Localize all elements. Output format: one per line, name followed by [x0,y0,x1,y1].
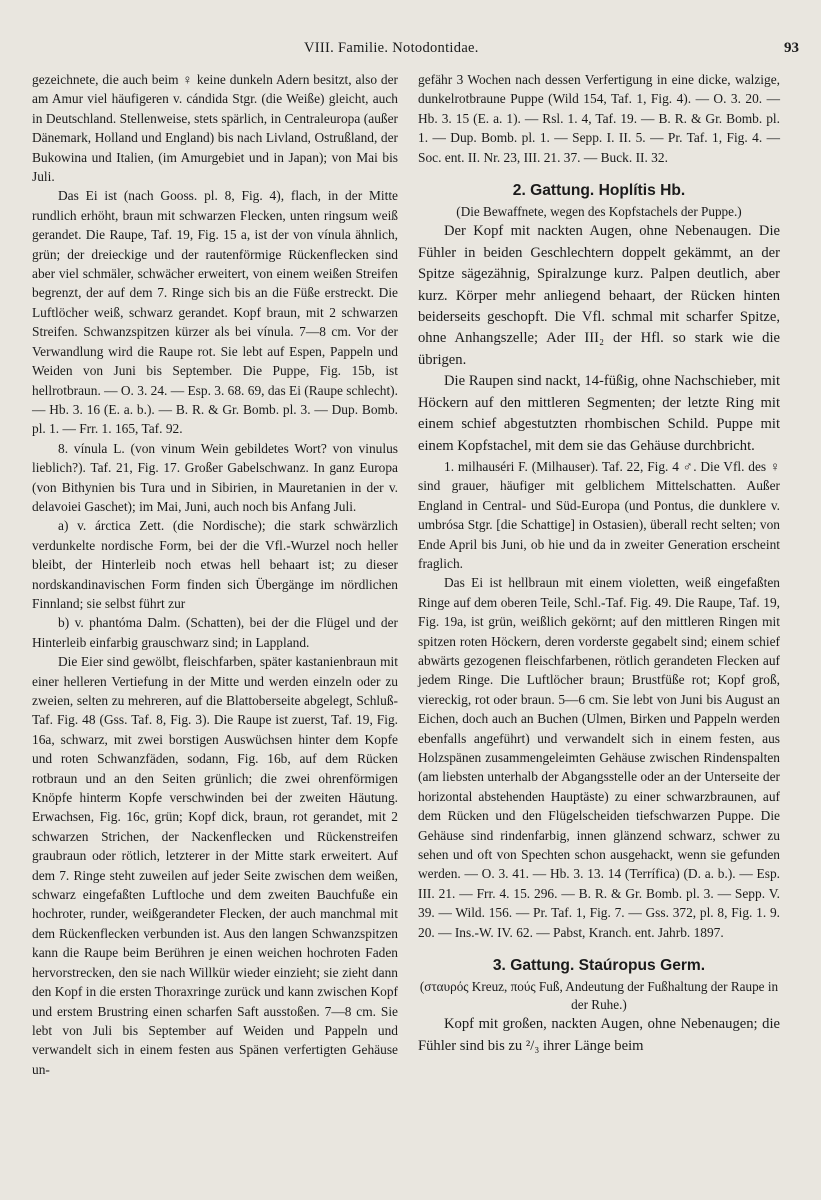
right-column [418,70,780,1057]
paragraph: gezeichnete, die auch beim ♀ keine dunkeln Adern besitzt, also der am Amur viel häufigeren v. cándida Stgr. (die Weiße) gleicht, auch in Deutschland. Stellenweise, stets spärlich, in Centraleuropa (außer Dänemark, Holland und England) bis nach Livland, Ostrußland, der Bukowina und Italien, (im Amurgebiet und in Japan); von Mai bis Juli. [32,72,398,185]
variety-arctica: a) v. árctica Zett. (die Nordische); die stark schwärzlich verdunkelte nordische Form, bei der die Vfl.-Wurzel noch heller bleibt, der Hinterleib noch etwas hell behaart ist; zu dieser nordskandinavischen Form finden sich Übergänge im nördlichen Finnland; sie selbst führt zur [32,518,398,611]
left-column [32,70,398,1079]
running-head-title: VIII. Familie. Notodontidae. [304,40,479,56]
genus-heading-hoplitis: 2. Gattung. Hoplítis Hb. [512,182,686,200]
genus-description: Kopf mit großen, nackten Augen, ohne Nebenaugen; die Fühler sind bis zu ²/₃ ihrer Länge beim [418,1016,780,1054]
paragraph: Das Ei ist (nach Gooss. pl. 8, Fig. 4), flach, in der Mitte rundlich erhöht, braun mit schwarzen Flecken, unten ringsum weiß gerandet. Die Raupe, Taf. 19, Fig. 15 a, ist der von vínula ähnlich, grün; der dreieckige und der rautenförmige Rückenflecken sind aber viel schmäler, schwächer erweitert, von einem weißen Streifen begrenzt, der auf dem 7. Ringe sich bis an die Füße erstreckt. Die Luftlöcher weiß, schwarz gerandet. Kopf braun, mit 2 schwarzen Streifen. Schwanzspitzen kürzer als bei vínula. 7—8 cm. Vor der Verwandlung wird die Raupe rot. Sie lebt auf Espen, Pappeln und Weiden von Juni bis September. Die Puppe, Fig. 15b, ist hellrotbraun. — O. 3. 24. — Esp. 3. 68. 69, das Ei (Raupe schlecht). — Hb. 3. 16 (E. a. b.). — B. R. & Gr. Bomb. pl. 3. — Dup. Bomb. pl. 1. — Frr. 1. 165, Taf. 92. [32,188,398,437]
genus-larva-description: Die Raupen sind nackt, 14-füßig, ohne Nachschieber, mit Höckern auf den mittleren Segmenten; der letzte Ring mit einem schief abgestutzten rhombischen Schild. Puppe mit einem Kopfstachel, mit dem sie das Gehäuse durchbricht. [418,373,780,454]
species-entry-vinula: 8. vínula L. (von vinum Wein gebildetes Wort? von vinulus lieblich?). Taf. 21, Fig. 17. Großer Gabelschwanz. In ganz Europa (von Bithynien bis Tura und in Sibirien, in Mauretanien in der v. delavoiei Gaschet); im Mai, Juni, auch noch bis Anfang Juli. [32,440,398,514]
running-head [0,40,821,60]
variety-phantoma: b) v. phantóma Dalm. (Schatten), bei der die Flügel und der Hinterleib einfarbig grauschwarz sind; in Lappland. [32,615,398,650]
genus-subtitle-stauropus: (σταυρός Kreuz, πούς Fuß, Andeutung der Fußhaltung der Raupe in der Ruhe.) [419,979,779,1013]
page-number: 93 [784,40,799,56]
paragraph: gefähr 3 Wochen nach dessen Verfertigung in eine dicke, walzige, dunkelrotbraune Puppe (Wild 154, Taf. 1, Fig. 4). — O. 3. 20. — Hb. 3. 15 (E. a. 1). — Rsl. 1. 4, Taf. 19. — B. R. & Gr. Bomb. pl. 1. — Dup. Bomb. pl. 1. — Sepp. I. II. 5. — Pr. Taf. 1, Fig. 4. — Soc. ent. II. Nr. 23, III. 21. 37. — Buck. II. 32. [418,72,780,165]
paragraph: Das Ei ist hellbraun mit einem violetten, weiß eingefaßten Ringe auf dem oberen Teile, Schl.-Taf. Fig. 49. Die Raupe, Taf. 19, Fig. 19a, ist grün, weißlich gekörnt; auf den mittleren Ringen mit spitzen roten Höckern, deren vorderste gegabelt sind; einem schief abwärts gezogenen fleischfarbenen, rötlich gerandeten Flecken auf jedem Ringe. Die Luftlöcher braun; Brustfüße rot; Kopf groß, viereckig, rot oder braun. 5—6 cm. Sie lebt von Juni bis August an Eichen, doch auch an Buchen (Ulmen, Birken und Pappeln werden ebenfalls angeführt) und verwandelt sich in einem festen, aus Holzspänen zusammengeleimten Gehäuse zwischen Rindenspalten (am liebsten unterhalb der Abgangsstelle oder an der Unterseite der horizontal abstehenden Hauptäste) zu einer schwarzbraunen, auf dem Rücken und den Flügelscheiden tiefschwarzen Puppe. Die Gehäuse sind rindenfarbig, innen glänzend schwarz, schwer zu sehen und oft von Spechten schon ausgehackt, wenn sie gefunden werden. — O. 3. 41. — Hb. 3. 13. 14 (Terrífica) (D. a. b.). — Esp. III. 21. — Frr. 4. 15. 296. — B. R. & Gr. Bomb. pl. 3. — Sepp. V. 39. — Wild. 156. — Pr. Taf. 1, Fig. 7. — Gss. 372, pl. 8, Fig. 1. 9. 20. — Ins.-W. IV. 62. — Pabst, Kranch. ent. Jahrb. 1897. [418,575,780,940]
paragraph: Die Eier sind gewölbt, fleischfarben, später kastanienbraun mit einer helleren Vertiefung in der Mitte und werden einzeln oder zu zweien, selten zu mehreren, auf die Blattoberseite abgelegt, Schluß-Taf. Fig. 48 (Gss. Taf. 8, Fig. 3). Die Raupe ist zuerst, Taf. 19, Fig. 16a, schwarz, mit zwei borstigen Auswüchsen hinter dem Kopfe und roten Schwanzfäden, sodann, Fig. 16b, auf dem Rücken rotbraun und an den Seiten grünlich; die zwei ohrenförmigen Knöpfe hinterm Kopfe verschwinden bei der zweiten Häutung. Erwachsen, Fig. 16c, grün; Kopf dick, braun, rot gerandet, mit 2 schwarzen Strichen, der Nackenflecken und Rückenstreifen graubraun oder rötlich, letzterer in der Mitte stark erweitert. Auf dem 7. Ringe steht zuweilen auf jeder Seite zwischen dem weißen, schwarz eingefaßten Luftloche und dem zweiten Bauchfuße ein hochroter, runder, weißgerandeter Flecken, der auch manchmal mit dem Rückenflecken verbunden ist. Aus den langen Schwanzspitzen kann die Raupe beim Berühren je einen weichen hochroten Faden hervorstrecken, den sie nach Willkür wieder einzieht; sie zieht dann den Kopf in die ersten Thoraxringe zurück und kann zwischen Kopf und erstem Brustring einen scharfen Saft ausstoßen. 7—8 cm. Sie lebt von Juli bis September auf Weiden und Pappeln und verwandelt sich in einem festen aus Spänen verfertigten Gehäuse un- [32,654,398,1077]
genus-heading-stauropus: 3. Gattung. Staúropus Germ. [492,957,706,975]
genus-subtitle-hoplitis: (Die Bewaffnete, wegen des Kopfstachels der Puppe.) [456,204,742,220]
genus-description: Der Kopf mit nackten Augen, ohne Nebenaugen. Die Fühler in beiden Geschlechtern doppelt gekämmt, an der Spitze sägezähnig, Spiralzunge kurz. Palpen deutlich, aber kurz. Körper mehr anliegend behaart, der Rücken hinten beiderseits geschopft. Die Vfl. schmal mit scharfer Spitze, ohne Anhangszelle; Ader III₂ der Hfl. so stark wie die übrigen. [418,223,780,368]
species-entry-milhauseri: 1. milhauséri F. (Milhauser). Taf. 22, Fig. 4 ♂. Die Vfl. des ♀ sind grauer, häufiger mit gelblichem Mittelschatten. Außer England in Central- und Süd-Europa (und Pontus, die dunklere v. umbrósa Stgr. [die Schattige] in Ostasien), überall recht selten; von Ende April bis Juni, ob hie und da in zweiter Generation erscheint fraglich. [418,458,780,571]
